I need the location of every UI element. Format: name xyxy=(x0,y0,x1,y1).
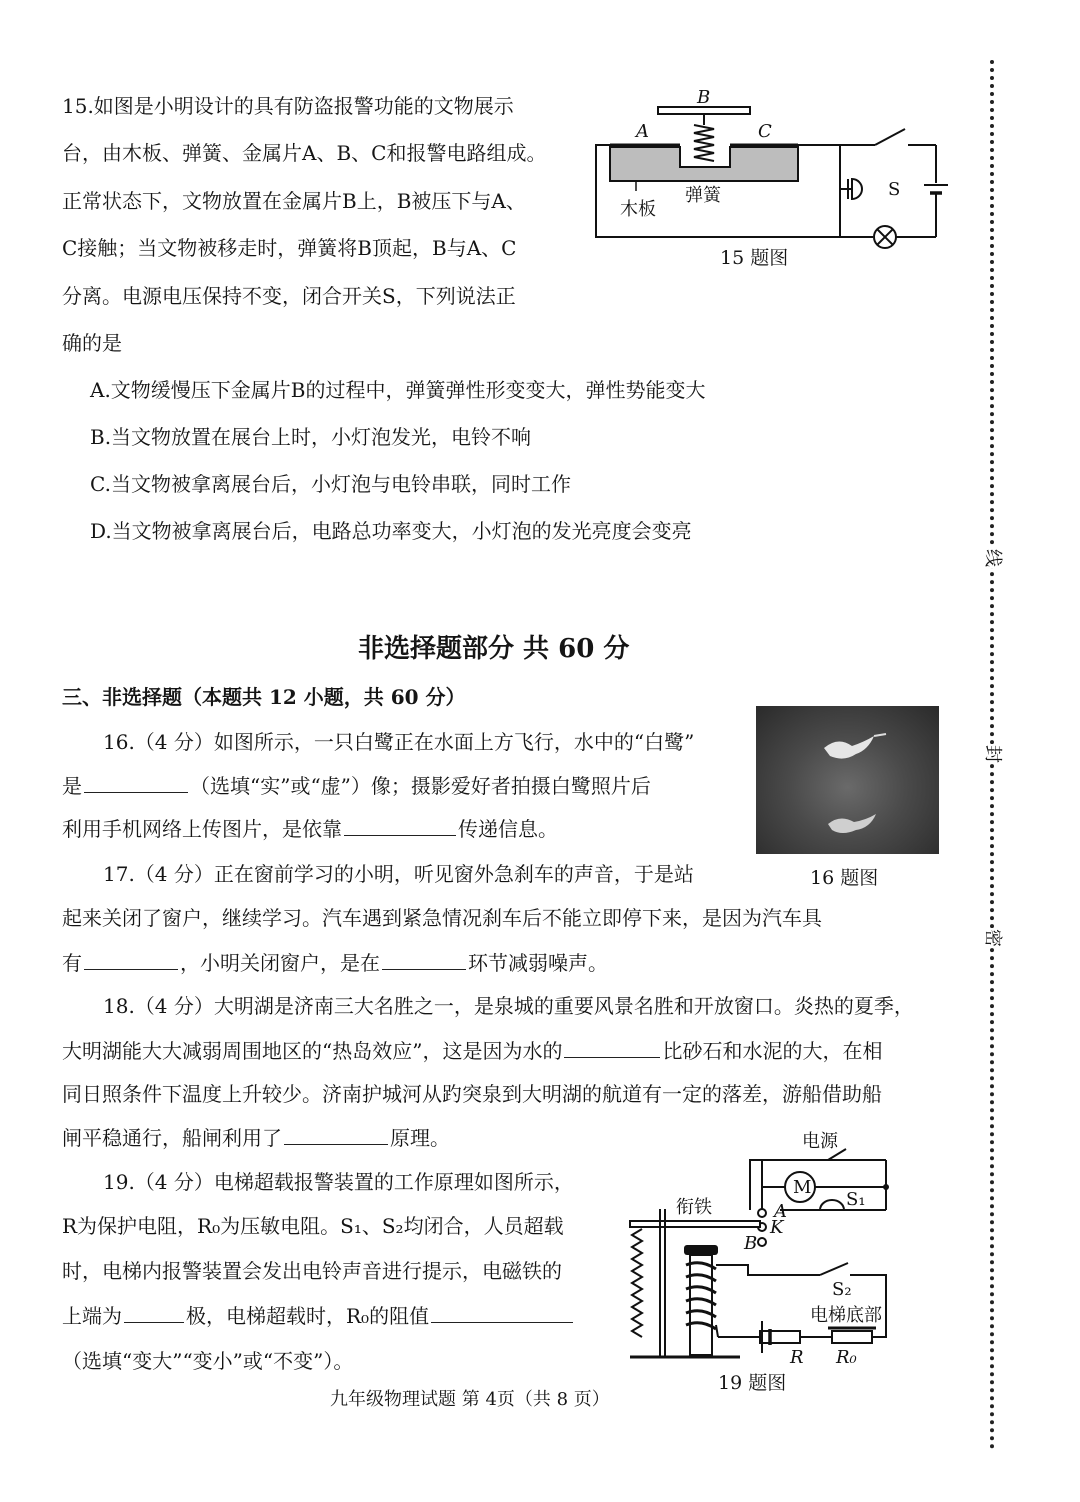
q19-label-armature: 衔铁 xyxy=(676,1197,712,1218)
q16-line-2-b: （选填“实”或“虚”）像；摄影爱好者拍摄白鹭照片后 xyxy=(190,774,651,798)
q19-blank-2[interactable] xyxy=(431,1302,573,1323)
q16-line-3-a: 利用手机网络上传图片，是依靠 xyxy=(62,817,342,841)
q18-line-1: 18.（4 分）大明湖是济南三大名胜之一，是泉城的重要风景名胜和开放窗口。炎热的夏季， xyxy=(103,994,914,1018)
q19-line-3: 时，电梯内报警装置会发出电铃声音进行提示，电磁铁的 xyxy=(62,1259,562,1283)
q17-blank-2[interactable] xyxy=(382,949,466,970)
switch-s-icon xyxy=(875,129,905,145)
q19-line-5: （选填“变大”“变小”或“不变”）。 xyxy=(62,1349,354,1373)
q19-label-r0: R₀ xyxy=(836,1347,857,1368)
armature xyxy=(630,1221,760,1227)
q15-stem-line-4: C接触；当文物被移走时，弹簧将B顶起，B与A、C xyxy=(62,236,517,260)
q15-stem-line-3: 正常状态下，文物放置在金属片B上，B被压下与A、 xyxy=(62,189,526,213)
q16-blank-2[interactable] xyxy=(344,815,456,836)
q19-line-4-b: 极，电梯超载时，R₀的阻值 xyxy=(186,1304,430,1328)
q19-label-power: 电源 xyxy=(802,1131,838,1152)
q18-blank-2[interactable] xyxy=(284,1124,388,1145)
q18-line-4-b: 原理。 xyxy=(390,1126,450,1150)
section-subtitle: 三、非选择题（本题共 12 小题，共 60 分） xyxy=(62,685,466,709)
q18-blank-1[interactable] xyxy=(564,1037,660,1058)
q15-label-s: S xyxy=(888,179,901,200)
binding-char-3: 密 xyxy=(982,929,1003,947)
q17-blank-1[interactable] xyxy=(84,949,178,970)
wooden-board xyxy=(610,147,798,181)
q19-line-4-a: 上端为 xyxy=(62,1304,122,1328)
q19-label-s2: S₂ xyxy=(832,1279,852,1300)
q17-line-3-a: 有 xyxy=(62,951,82,975)
q19-line-4 xyxy=(62,1302,575,1330)
q18-line-2 xyxy=(62,1037,882,1065)
q16-line-1: 16.（4 分）如图所示，一只白鹭正在水面上方飞行，水中的“白鹭” xyxy=(103,730,695,754)
q15-stem-line-6: 确的是 xyxy=(62,331,122,355)
q17-line-3 xyxy=(62,949,608,977)
q15-option-d: D.当文物被拿离展台后，电路总功率变大，小灯泡的发光亮度会变亮 xyxy=(90,519,692,543)
q18-line-4-a: 闸平稳通行，船闸利用了 xyxy=(62,1126,282,1150)
q15-label-b: B xyxy=(697,87,711,108)
q17-line-3-c: 环节减弱噪声。 xyxy=(468,951,608,975)
q15-option-b: B.当文物放置在展台上时，小灯泡发光，电铃不响 xyxy=(90,425,532,449)
q19-label-floor: 电梯底部 xyxy=(810,1305,882,1326)
q17-line-2: 起来关闭了窗户，继续学习。汽车遇到紧急情况刹车后不能立即停下来，是因为汽车具 xyxy=(62,906,822,930)
q19-line-1: 19.（4 分）电梯超载报警装置的工作原理如图所示， xyxy=(103,1170,574,1194)
q17-line-3-b: ，小明关闭窗户，是在 xyxy=(180,951,380,975)
q19-figure xyxy=(620,1125,910,1370)
bell-icon xyxy=(852,179,862,199)
q18-line-4 xyxy=(62,1124,450,1152)
q15-label-a: A xyxy=(636,121,649,142)
q19-blank-1[interactable] xyxy=(124,1302,184,1323)
q16-line-3-b: 传递信息。 xyxy=(458,817,558,841)
q18-line-2-a: 大明湖能大大减弱周围地区的“热岛效应”，这是因为水的 xyxy=(62,1039,563,1063)
metal-plate-b xyxy=(658,107,750,114)
q19-label-m: M xyxy=(793,1177,812,1198)
q15-figure-caption: 15 题图 xyxy=(720,247,789,269)
egret-photo xyxy=(756,706,939,854)
electromagnet-core xyxy=(684,1245,718,1255)
q16-figure-caption: 16 题图 xyxy=(810,867,879,889)
q19-figure-caption: 19 题图 xyxy=(718,1372,787,1394)
spring-icon xyxy=(632,1229,642,1337)
bell-icon xyxy=(820,1200,844,1210)
q16-line-2 xyxy=(62,772,651,800)
section-title: 非选择题部分 共 60 分 xyxy=(358,634,630,664)
q15-option-a: A.文物缓慢压下金属片B的过程中，弹簧弹性形变变大，弹性势能变大 xyxy=(90,378,706,402)
q16-blank-1[interactable] xyxy=(84,772,188,793)
q19-line-2: R为保护电阻，R₀为压敏电阻。S₁、S₂均闭合，人员超载 xyxy=(62,1214,564,1238)
q19-label-b: B xyxy=(744,1233,758,1254)
q15-label-spring: 弹簧 xyxy=(685,185,721,206)
r-resistor xyxy=(760,1331,800,1343)
q15-stem-line-5: 分离。电源电压保持不变，闭合开关S，下列说法正 xyxy=(62,284,516,308)
q15-label-c: C xyxy=(758,121,772,142)
q15-figure xyxy=(590,85,960,245)
q15-stem-line-2: 台，由木板、弹簧、金属片A、B、C和报警电路组成。 xyxy=(62,141,547,165)
binding-char-1: 线 xyxy=(982,549,1003,567)
switch-s2-icon xyxy=(820,1263,848,1275)
q15-option-c: C.当文物被拿离展台后，小灯泡与电铃串联，同时工作 xyxy=(90,472,571,496)
egret-icon xyxy=(756,706,939,854)
r0-resistor xyxy=(832,1331,872,1343)
page-footer: 九年级物理试题 第 4页（共 8 页） xyxy=(330,1389,610,1410)
q19-label-a: A xyxy=(774,1201,787,1222)
q16-line-2-a: 是 xyxy=(62,774,82,798)
q19-label-r: R xyxy=(790,1347,804,1368)
q19-label-k: K xyxy=(770,1217,784,1238)
q16-line-3 xyxy=(62,815,558,843)
q19-label-s1: S₁ xyxy=(846,1189,866,1210)
q15-label-board: 木板 xyxy=(620,199,656,220)
q18-line-3: 同日照条件下温度上升较少。济南护城河从趵突泉到大明湖的航道有一定的落差，游船借助船 xyxy=(62,1082,882,1106)
q18-line-2-b: 比砂石和水泥的大，在相 xyxy=(662,1039,883,1063)
binding-char-2: 封 xyxy=(982,745,1003,763)
q17-line-1: 17.（4 分）正在窗前学习的小明，听见窗外急刹车的声音，于是站 xyxy=(103,862,694,886)
q15-stem-line-1: 15.如图是小明设计的具有防盗报警功能的文物展示 xyxy=(62,94,514,118)
spring-icon xyxy=(694,125,714,161)
